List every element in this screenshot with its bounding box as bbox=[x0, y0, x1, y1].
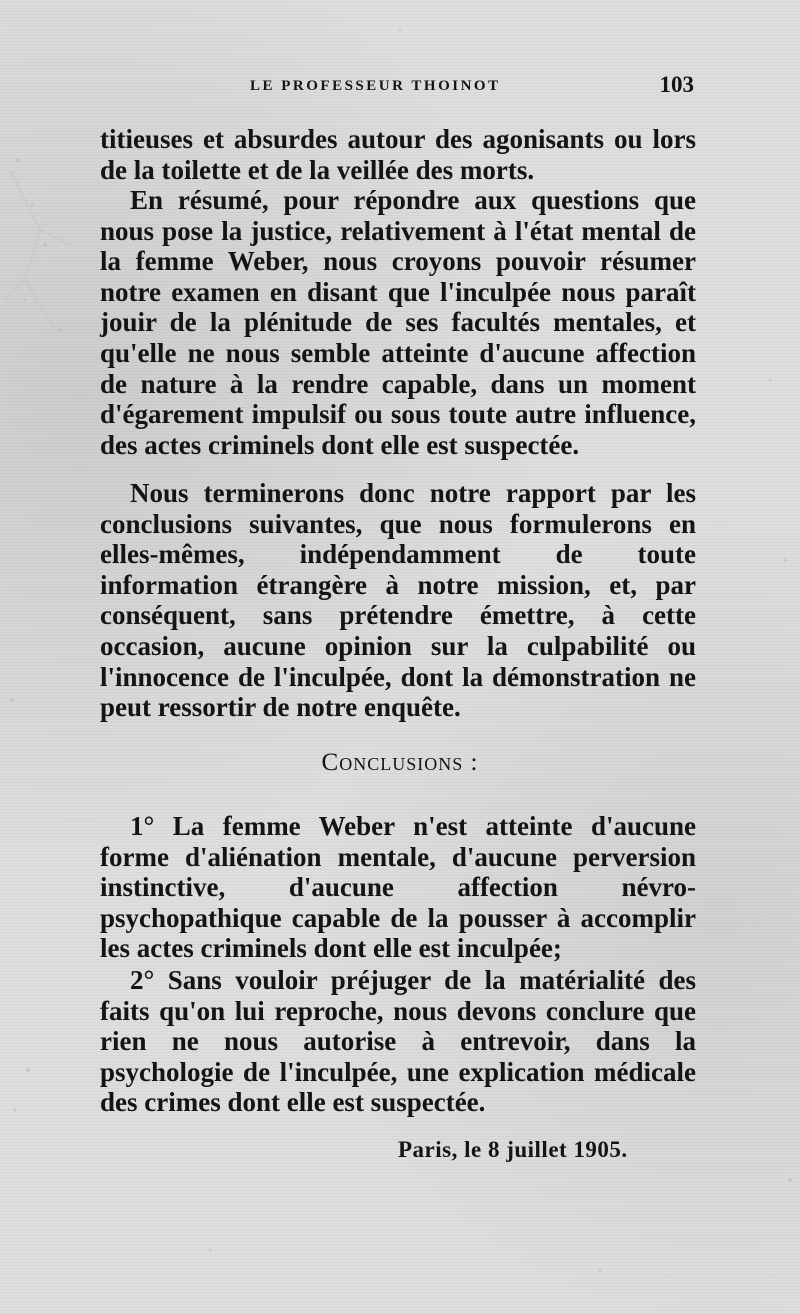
running-header bbox=[100, 72, 700, 102]
paragraph-conclusions-intro: Nous terminerons donc notre rapport par les conclusions suivantes, que nous formulerons en elles-mêmes, indépendamment de toute information étrangère à notre mission, et, par conséquent, sans prétendre émettre, à cette occasion, aucune opinion sur la culpabilité ou l'innocence de l'inculpée, dont la démonstration ne peut ressortir de notre enquête. bbox=[100, 478, 696, 723]
paragraph-summary: En résumé, pour répondre aux questions que nous pose la justice, relativement à l'état mental de la femme Weber, nous croyons pouvoir résumer notre examen en disant que l'inculpée nous paraît jouir de la plénitude de ses facultés mentales, et qu'elle ne nous semble atteinte d'aucune affection de nature à la rendre capable, dans un moment d'égarement impulsif ou sous toute autre influence, des actes criminels dont elle est suspectée. bbox=[100, 185, 696, 460]
signature-date: Paris, le 8 juillet 1905. bbox=[398, 1137, 628, 1162]
conclusions-heading: Conclusions : bbox=[321, 749, 479, 776]
conclusion-item-1: 1° La femme Weber n'est atteinte d'aucune forme d'aliénation mentale, d'aucune perversion instinctive, d'aucune affection névro-psychopathique capable de la pousser à accomplir les actes criminels dont elle est inculpée; bbox=[100, 811, 696, 964]
running-title: LE PROFESSEUR THOINOT bbox=[250, 78, 501, 94]
paragraph-continuation: titieuses et absurdes autour des agonisants ou lors de la toilette et de la veillée des morts. bbox=[100, 124, 696, 185]
page-number: 103 bbox=[659, 72, 694, 97]
conclusion-item-2: 2° Sans vouloir préjuger de la matérialité des faits qu'on lui reproche, nous devons conclure que rien ne nous autorise à entrevoir, dans la psychologie de l'inculpée, une explication médicale des crimes dont elle est suspectée. bbox=[100, 965, 696, 1118]
